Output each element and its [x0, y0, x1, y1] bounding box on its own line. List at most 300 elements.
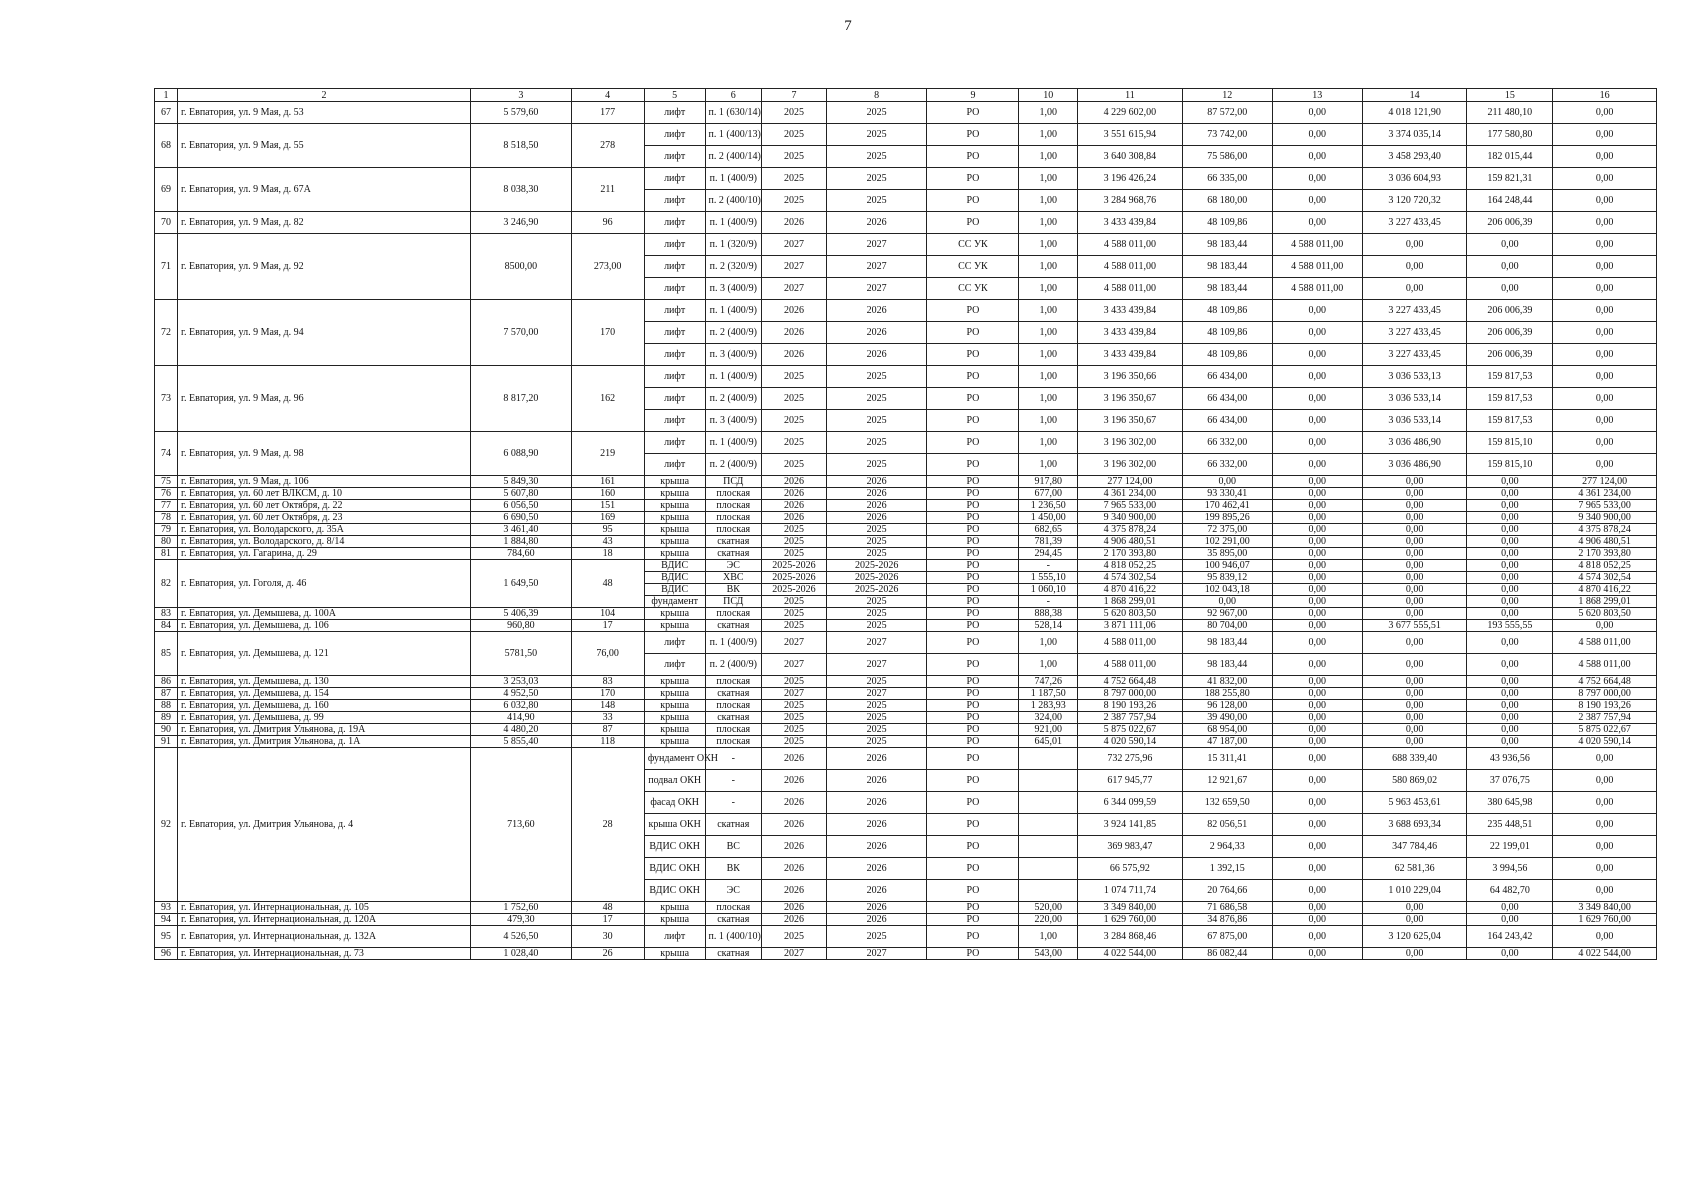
regional-budget-cell: 0,00 [1553, 322, 1657, 344]
year-start-cell: 2025 [762, 676, 827, 688]
fund-subsidy-cell: 0,00 [1362, 654, 1467, 676]
year-start-cell: 2026 [762, 770, 827, 792]
contributions-cell: 0,00 [1467, 688, 1553, 700]
row-number-cell: 92 [155, 748, 178, 902]
executor-cell: РО [927, 190, 1019, 212]
row-number-cell: 90 [155, 724, 178, 736]
unit-cost-cell: 48 109,86 [1182, 344, 1272, 366]
total-cost-cell: 3 433 439,84 [1078, 212, 1183, 234]
unit-cost-cell: 98 183,44 [1182, 256, 1272, 278]
total-cost-cell: 7 965 533,00 [1078, 500, 1183, 512]
work-detail-cell: п. 1 (400/9) [705, 366, 762, 388]
total-cost-cell: 2 387 757,94 [1078, 712, 1183, 724]
table-row [155, 948, 1657, 960]
contributions-cell: 0,00 [1467, 584, 1553, 596]
unit-cost-cell: 66 434,00 [1182, 366, 1272, 388]
row-number-cell: 72 [155, 300, 178, 366]
unit-cost-cell: 98 183,44 [1182, 278, 1272, 300]
unit-cost-cell: 48 109,86 [1182, 322, 1272, 344]
volume-cell: 1,00 [1019, 454, 1078, 476]
work-detail-cell: п. 1 (400/9) [705, 632, 762, 654]
area-cell: 8500,00 [471, 234, 571, 300]
work-type-cell: крыша [644, 500, 705, 512]
work-detail-cell: плоская [705, 512, 762, 524]
volume-cell: 1,00 [1019, 344, 1078, 366]
address-cell: г. Евпатория, ул. 9 Мая, д. 53 [178, 102, 471, 124]
residents-cell: 26 [571, 948, 644, 960]
area-cell: 8 038,30 [471, 168, 571, 212]
total-cost-cell: 4 588 011,00 [1078, 234, 1183, 256]
work-type-cell: лифт [644, 322, 705, 344]
contributions-cell: 0,00 [1467, 948, 1553, 960]
executor-cell: РО [927, 902, 1019, 914]
fund-subsidy-cell: 3 036 604,93 [1362, 168, 1467, 190]
work-detail-cell: скатная [705, 548, 762, 560]
table-row [155, 560, 1657, 572]
year-end-cell: 2026 [826, 792, 926, 814]
fund-subsidy-cell: 0,00 [1362, 548, 1467, 560]
regional-budget-cell: 0,00 [1553, 926, 1657, 948]
row-number-cell: 75 [155, 476, 178, 488]
year-start-cell: 2027 [762, 654, 827, 676]
work-type-cell: лифт [644, 366, 705, 388]
work-detail-cell: плоская [705, 724, 762, 736]
column-number-header: 5 [644, 89, 705, 102]
work-detail-cell: п. 2 (320/9) [705, 256, 762, 278]
year-end-cell: 2026 [826, 770, 926, 792]
column-number-header: 1 [155, 89, 178, 102]
contributions-cell: 0,00 [1467, 476, 1553, 488]
unit-cost-cell: 102 043,18 [1182, 584, 1272, 596]
year-end-cell: 2026 [826, 476, 926, 488]
executor-cell: СС УК [927, 234, 1019, 256]
total-cost-cell: 3 433 439,84 [1078, 300, 1183, 322]
regional-budget-cell: 0,00 [1553, 344, 1657, 366]
unit-cost-cell: 72 375,00 [1182, 524, 1272, 536]
residents-cell: 160 [571, 488, 644, 500]
address-cell: г. Евпатория, ул. Дмитрия Ульянова, д. 1А [178, 736, 471, 748]
fund-subsidy-cell: 1 010 229,04 [1362, 880, 1467, 902]
contributions-cell: 159 821,31 [1467, 168, 1553, 190]
work-type-cell: крыша [644, 902, 705, 914]
unit-cost-cell: 48 109,86 [1182, 212, 1272, 234]
year-end-cell: 2027 [826, 688, 926, 700]
work-type-cell: ВДИС [644, 584, 705, 596]
unit-cost-cell: 87 572,00 [1182, 102, 1272, 124]
table-row [155, 524, 1657, 536]
volume-cell: 1,00 [1019, 102, 1078, 124]
work-detail-cell: п. 2 (400/10) [705, 190, 762, 212]
year-start-cell: 2026 [762, 500, 827, 512]
table-row [155, 476, 1657, 488]
year-end-cell: 2027 [826, 234, 926, 256]
row-number-cell: 95 [155, 926, 178, 948]
table-row [155, 168, 1657, 190]
year-start-cell: 2027 [762, 632, 827, 654]
contributions-cell: 159 815,10 [1467, 432, 1553, 454]
work-detail-cell: плоская [705, 902, 762, 914]
year-end-cell: 2027 [826, 948, 926, 960]
contributions-cell: 0,00 [1467, 596, 1553, 608]
year-start-cell: 2025 [762, 366, 827, 388]
address-cell: г. Евпатория, ул. 9 Мая, д. 94 [178, 300, 471, 366]
year-end-cell: 2025-2026 [826, 584, 926, 596]
year-start-cell: 2026 [762, 322, 827, 344]
row-number-cell: 78 [155, 512, 178, 524]
column-number-header: 2 [178, 89, 471, 102]
contributions-cell: 0,00 [1467, 724, 1553, 736]
table-row [155, 632, 1657, 654]
work-type-cell: лифт [644, 234, 705, 256]
volume-cell: 645,01 [1019, 736, 1078, 748]
year-end-cell: 2025 [826, 676, 926, 688]
year-end-cell: 2025 [826, 190, 926, 212]
executor-cell: СС УК [927, 278, 1019, 300]
fund-subsidy-cell: 0,00 [1362, 676, 1467, 688]
contributions-cell: 0,00 [1467, 524, 1553, 536]
year-start-cell: 2025 [762, 524, 827, 536]
fund-subsidy-cell: 0,00 [1362, 914, 1467, 926]
year-end-cell: 2026 [826, 500, 926, 512]
work-detail-cell: скатная [705, 688, 762, 700]
owners-funds-cell: 0,00 [1272, 770, 1362, 792]
regional-budget-cell: 4 361 234,00 [1553, 488, 1657, 500]
total-cost-cell: 1 868 299,01 [1078, 596, 1183, 608]
year-end-cell: 2025 [826, 620, 926, 632]
address-cell: г. Евпатория, ул. Гагарина, д. 29 [178, 548, 471, 560]
executor-cell: РО [927, 596, 1019, 608]
unit-cost-cell: 100 946,07 [1182, 560, 1272, 572]
fund-subsidy-cell: 0,00 [1362, 278, 1467, 300]
column-number-header: 6 [705, 89, 762, 102]
regional-budget-cell: 4 574 302,54 [1553, 572, 1657, 584]
work-type-cell: крыша [644, 948, 705, 960]
regional-budget-cell: 0,00 [1553, 102, 1657, 124]
fund-subsidy-cell: 0,00 [1362, 632, 1467, 654]
contributions-cell: 206 006,39 [1467, 344, 1553, 366]
table-row [155, 736, 1657, 748]
work-detail-cell: плоская [705, 500, 762, 512]
executor-cell: РО [927, 608, 1019, 620]
table-row [155, 212, 1657, 234]
executor-cell: РО [927, 432, 1019, 454]
table-row [155, 676, 1657, 688]
table-row [155, 926, 1657, 948]
volume-cell: 294,45 [1019, 548, 1078, 560]
unit-cost-cell: 170 462,41 [1182, 500, 1272, 512]
executor-cell: РО [927, 512, 1019, 524]
executor-cell: РО [927, 454, 1019, 476]
total-cost-cell: 5 620 803,50 [1078, 608, 1183, 620]
work-detail-cell: п. 2 (400/9) [705, 388, 762, 410]
work-type-cell: лифт [644, 124, 705, 146]
owners-funds-cell: 0,00 [1272, 388, 1362, 410]
year-start-cell: 2025 [762, 724, 827, 736]
residents-cell: 95 [571, 524, 644, 536]
area-cell: 1 028,40 [471, 948, 571, 960]
work-detail-cell: скатная [705, 712, 762, 724]
work-type-cell: крыша [644, 736, 705, 748]
regional-budget-cell: 0,00 [1553, 234, 1657, 256]
volume-cell: - [1019, 560, 1078, 572]
total-cost-cell: 4 574 302,54 [1078, 572, 1183, 584]
fund-subsidy-cell: 62 581,36 [1362, 858, 1467, 880]
address-cell: г. Евпатория, ул. 9 Мая, д. 92 [178, 234, 471, 300]
year-end-cell: 2025 [826, 102, 926, 124]
total-cost-cell: 4 906 480,51 [1078, 536, 1183, 548]
column-number-header: 7 [762, 89, 827, 102]
regional-budget-cell: 0,00 [1553, 748, 1657, 770]
year-start-cell: 2025 [762, 926, 827, 948]
executor-cell: РО [927, 792, 1019, 814]
unit-cost-cell: 98 183,44 [1182, 654, 1272, 676]
year-start-cell: 2025 [762, 190, 827, 212]
unit-cost-cell: 95 839,12 [1182, 572, 1272, 584]
year-end-cell: 2025 [826, 388, 926, 410]
repair-program-table [154, 88, 1657, 960]
work-detail-cell: п. 2 (400/9) [705, 654, 762, 676]
volume-cell: 324,00 [1019, 712, 1078, 724]
executor-cell: РО [927, 676, 1019, 688]
year-start-cell: 2025 [762, 620, 827, 632]
unit-cost-cell: 98 183,44 [1182, 632, 1272, 654]
work-detail-cell: ВС [705, 836, 762, 858]
area-cell: 1 884,80 [471, 536, 571, 548]
volume-cell: 1,00 [1019, 124, 1078, 146]
area-cell: 5 855,40 [471, 736, 571, 748]
owners-funds-cell: 0,00 [1272, 608, 1362, 620]
work-detail-cell: п. 3 (400/9) [705, 410, 762, 432]
year-start-cell: 2026 [762, 814, 827, 836]
fund-subsidy-cell: 3 120 625,04 [1362, 926, 1467, 948]
year-start-cell: 2025 [762, 736, 827, 748]
year-end-cell: 2025 [826, 712, 926, 724]
year-end-cell: 2027 [826, 654, 926, 676]
column-number-header: 11 [1078, 89, 1183, 102]
address-cell: г. Евпатория, ул. 60 лет ВЛКСМ, д. 10 [178, 488, 471, 500]
owners-funds-cell: 0,00 [1272, 902, 1362, 914]
year-end-cell: 2025 [826, 700, 926, 712]
owners-funds-cell: 0,00 [1272, 948, 1362, 960]
total-cost-cell: 4 020 590,14 [1078, 736, 1183, 748]
fund-subsidy-cell: 0,00 [1362, 256, 1467, 278]
fund-subsidy-cell: 0,00 [1362, 712, 1467, 724]
fund-subsidy-cell: 0,00 [1362, 572, 1467, 584]
fund-subsidy-cell: 3 227 433,45 [1362, 300, 1467, 322]
total-cost-cell: 1 629 760,00 [1078, 914, 1183, 926]
work-type-cell: лифт [644, 278, 705, 300]
year-start-cell: 2027 [762, 234, 827, 256]
total-cost-cell: 277 124,00 [1078, 476, 1183, 488]
total-cost-cell: 1 074 711,74 [1078, 880, 1183, 902]
contributions-cell: 0,00 [1467, 632, 1553, 654]
fund-subsidy-cell: 3 227 433,45 [1362, 344, 1467, 366]
unit-cost-cell: 66 335,00 [1182, 168, 1272, 190]
unit-cost-cell: 39 490,00 [1182, 712, 1272, 724]
executor-cell: РО [927, 880, 1019, 902]
work-type-cell: лифт [644, 454, 705, 476]
year-end-cell: 2025 [826, 536, 926, 548]
year-start-cell: 2025 [762, 432, 827, 454]
year-start-cell: 2026 [762, 212, 827, 234]
fund-subsidy-cell: 0,00 [1362, 688, 1467, 700]
table-row [155, 748, 1657, 770]
fund-subsidy-cell: 5 963 453,61 [1362, 792, 1467, 814]
area-cell: 7 570,00 [471, 300, 571, 366]
row-number-cell: 67 [155, 102, 178, 124]
work-detail-cell: п. 1 (320/9) [705, 234, 762, 256]
row-number-cell: 70 [155, 212, 178, 234]
year-end-cell: 2025 [826, 432, 926, 454]
contributions-cell: 37 076,75 [1467, 770, 1553, 792]
executor-cell: РО [927, 914, 1019, 926]
unit-cost-cell: 47 187,00 [1182, 736, 1272, 748]
fund-subsidy-cell: 3 120 720,32 [1362, 190, 1467, 212]
total-cost-cell: 3 196 350,67 [1078, 410, 1183, 432]
owners-funds-cell: 0,00 [1272, 858, 1362, 880]
year-end-cell: 2026 [826, 902, 926, 914]
contributions-cell: 0,00 [1467, 676, 1553, 688]
work-detail-cell: плоская [705, 700, 762, 712]
total-cost-cell: 3 196 350,66 [1078, 366, 1183, 388]
fund-subsidy-cell: 0,00 [1362, 524, 1467, 536]
area-cell: 3 253,03 [471, 676, 571, 688]
contributions-cell: 0,00 [1467, 608, 1553, 620]
fund-subsidy-cell: 3 036 533,13 [1362, 366, 1467, 388]
regional-budget-cell: 3 349 840,00 [1553, 902, 1657, 914]
area-cell: 5 849,30 [471, 476, 571, 488]
executor-cell: РО [927, 688, 1019, 700]
column-number-header-row [155, 89, 1657, 102]
work-type-cell: крыша [644, 608, 705, 620]
volume-cell: 921,00 [1019, 724, 1078, 736]
table-row [155, 712, 1657, 724]
contributions-cell: 164 248,44 [1467, 190, 1553, 212]
fund-subsidy-cell: 0,00 [1362, 536, 1467, 548]
fund-subsidy-cell: 0,00 [1362, 584, 1467, 596]
column-number-header: 15 [1467, 89, 1553, 102]
regional-budget-cell: 0,00 [1553, 792, 1657, 814]
work-type-cell: лифт [644, 190, 705, 212]
year-start-cell: 2025 [762, 536, 827, 548]
contributions-cell: 235 448,51 [1467, 814, 1553, 836]
work-type-cell: ВДИС ОКН [644, 858, 705, 880]
contributions-cell: 0,00 [1467, 536, 1553, 548]
volume-cell [1019, 770, 1078, 792]
volume-cell: - [1019, 596, 1078, 608]
year-start-cell: 2026 [762, 836, 827, 858]
total-cost-cell: 732 275,96 [1078, 748, 1183, 770]
volume-cell: 520,00 [1019, 902, 1078, 914]
unit-cost-cell: 1 392,15 [1182, 858, 1272, 880]
contributions-cell: 177 580,80 [1467, 124, 1553, 146]
residents-cell: 118 [571, 736, 644, 748]
contributions-cell: 3 994,56 [1467, 858, 1553, 880]
year-start-cell: 2025 [762, 146, 827, 168]
residents-cell: 273,00 [571, 234, 644, 300]
work-detail-cell: скатная [705, 814, 762, 836]
year-end-cell: 2025-2026 [826, 572, 926, 584]
contributions-cell: 159 817,53 [1467, 410, 1553, 432]
owners-funds-cell: 0,00 [1272, 926, 1362, 948]
fund-subsidy-cell: 0,00 [1362, 476, 1467, 488]
area-cell: 3 246,90 [471, 212, 571, 234]
contributions-cell: 0,00 [1467, 914, 1553, 926]
regional-budget-cell: 0,00 [1553, 410, 1657, 432]
residents-cell: 219 [571, 432, 644, 476]
year-start-cell: 2025 [762, 700, 827, 712]
contributions-cell: 206 006,39 [1467, 300, 1553, 322]
row-number-cell: 91 [155, 736, 178, 748]
regional-budget-cell: 0,00 [1553, 454, 1657, 476]
regional-budget-cell: 4 375 878,24 [1553, 524, 1657, 536]
address-cell: г. Евпатория, ул. 60 лет Октября, д. 22 [178, 500, 471, 512]
regional-budget-cell: 4 870 416,22 [1553, 584, 1657, 596]
volume-cell: 528,14 [1019, 620, 1078, 632]
table-row [155, 620, 1657, 632]
volume-cell: 1,00 [1019, 322, 1078, 344]
year-end-cell: 2026 [826, 914, 926, 926]
residents-cell: 83 [571, 676, 644, 688]
executor-cell: РО [927, 322, 1019, 344]
year-start-cell: 2026 [762, 488, 827, 500]
unit-cost-cell: 92 967,00 [1182, 608, 1272, 620]
row-number-cell: 89 [155, 712, 178, 724]
total-cost-cell: 4 588 011,00 [1078, 278, 1183, 300]
year-end-cell: 2026 [826, 344, 926, 366]
year-end-cell: 2025 [826, 168, 926, 190]
owners-funds-cell: 0,00 [1272, 880, 1362, 902]
regional-budget-cell: 0,00 [1553, 146, 1657, 168]
executor-cell: РО [927, 366, 1019, 388]
work-type-cell: ВДИС ОКН [644, 880, 705, 902]
work-detail-cell: ЭС [705, 880, 762, 902]
year-start-cell: 2027 [762, 688, 827, 700]
residents-cell: 162 [571, 366, 644, 432]
work-type-cell: лифт [644, 410, 705, 432]
regional-budget-cell: 1 868 299,01 [1553, 596, 1657, 608]
year-start-cell: 2026 [762, 902, 827, 914]
work-detail-cell: ХВС [705, 572, 762, 584]
unit-cost-cell: 68 954,00 [1182, 724, 1272, 736]
area-cell: 5 406,39 [471, 608, 571, 620]
work-type-cell: подвал ОКН [644, 770, 705, 792]
row-number-cell: 88 [155, 700, 178, 712]
volume-cell: 1,00 [1019, 190, 1078, 212]
total-cost-cell: 3 433 439,84 [1078, 344, 1183, 366]
year-start-cell: 2026 [762, 914, 827, 926]
residents-cell: 87 [571, 724, 644, 736]
table-row [155, 300, 1657, 322]
work-type-cell: крыша [644, 620, 705, 632]
volume-cell: 1 187,50 [1019, 688, 1078, 700]
owners-funds-cell: 0,00 [1272, 168, 1362, 190]
year-end-cell: 2025 [826, 124, 926, 146]
total-cost-cell: 66 575,92 [1078, 858, 1183, 880]
residents-cell: 33 [571, 712, 644, 724]
executor-cell: РО [927, 344, 1019, 366]
work-detail-cell: скатная [705, 948, 762, 960]
owners-funds-cell: 0,00 [1272, 476, 1362, 488]
year-start-cell: 2025-2026 [762, 584, 827, 596]
row-number-cell: 79 [155, 524, 178, 536]
owners-funds-cell: 4 588 011,00 [1272, 234, 1362, 256]
contributions-cell: 0,00 [1467, 560, 1553, 572]
work-detail-cell: ВК [705, 858, 762, 880]
fund-subsidy-cell: 0,00 [1362, 488, 1467, 500]
row-number-cell: 83 [155, 608, 178, 620]
total-cost-cell: 9 340 900,00 [1078, 512, 1183, 524]
